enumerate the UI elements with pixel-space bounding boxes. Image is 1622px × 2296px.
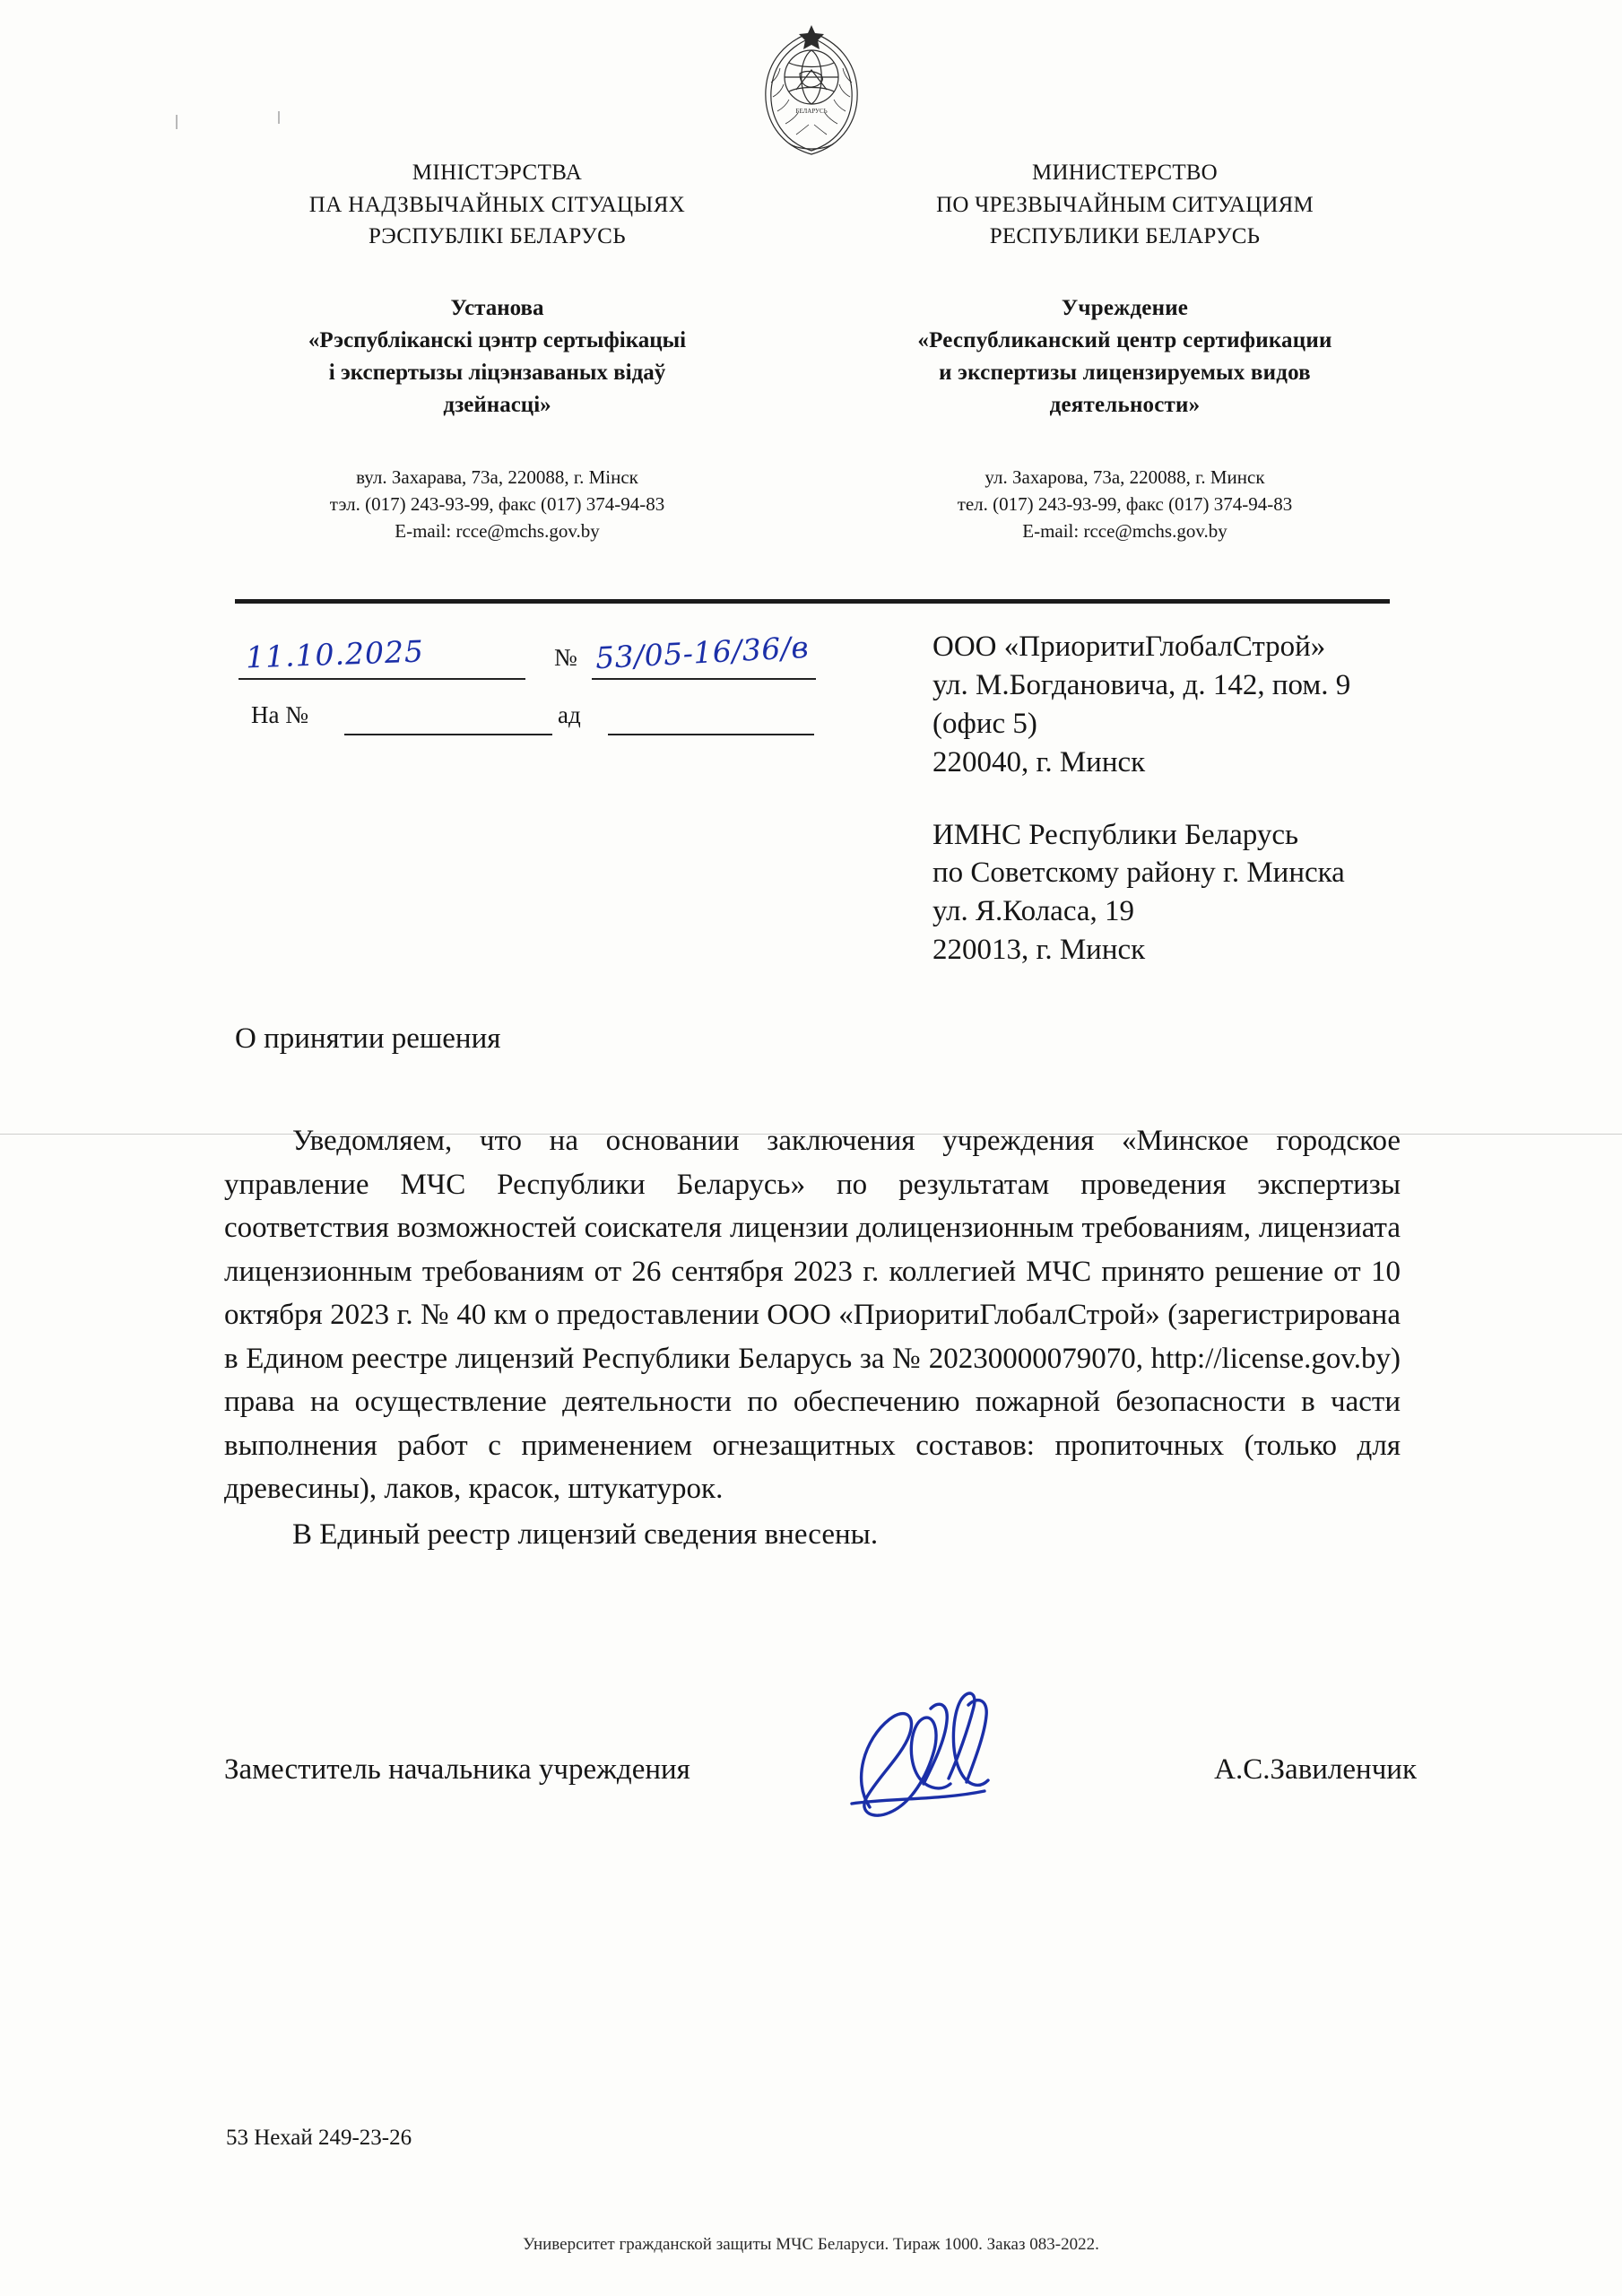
addressee-line: ул. Я.Коласа, 19 <box>932 895 1135 928</box>
contact-line: вул. Захарава, 73а, 220088, г. Мінск <box>356 465 638 488</box>
reference-number-line <box>592 678 816 680</box>
contact-email: E-mail: rcce@mchs.gov.by <box>395 520 600 543</box>
letterhead-belarusian <box>211 157 785 545</box>
printer-imprint: Университет гражданской защиты МЧС Беларуси. Тираж 1000. Заказ 083-2022. <box>523 2235 1099 2254</box>
body-paragraph: В Единый реестр лицензий сведения внесены. <box>292 1518 879 1551</box>
contact-line: ул. Захарова, 73а, 220088, г. Минск <box>984 465 1265 488</box>
from-label: ад <box>558 701 581 728</box>
addressee-line: по Советскому району г. Минска <box>932 857 1345 890</box>
letterhead-russian <box>838 157 1412 545</box>
org-line: дзейнасці» <box>443 393 551 418</box>
document-subject: О принятии решения <box>235 1022 501 1055</box>
document-body <box>224 1119 1401 1556</box>
addressee-line: 220040, г. Минск <box>932 745 1146 778</box>
signatory-title: Заместитель начальника учреждения <box>224 1753 690 1786</box>
body-paragraph: Уведомляем, что на основании заключения учреждения «Минское городское управление МЧС Республики Беларусь» по результатам проведения экспертизы соответствия возможностей соискателя лицензии долицензионным требованиям, лицензиата лицензионным требованиям от 26 сентября 2023 г. коллегией МЧС принято решение от 10 октября 2023 г. № 40 км о предоставлении ООО «ПриоритиГлобалСтрой» (зарегистрирована в Едином реестре лицензий Республики Беларусь за № 20230000079070, http://license.gov.by) права на осуществление деятельности по обеспечению пожарной безопасности в части выполнения работ с применением огнезащитных составов: пропиточных (только для древесины), лаков, красок, штукатурок. <box>224 1125 1401 1505</box>
contact-email: E-mail: rcce@mchs.gov.by <box>1022 520 1227 543</box>
addressee-block <box>932 628 1578 970</box>
addressee-line: ул. М.Богдановича, д. 142, пом. 9 <box>932 668 1351 701</box>
executor-note: 53 Нехай 249-23-26 <box>226 2126 412 2150</box>
letterhead <box>0 157 1622 545</box>
ministry-name-be <box>211 157 785 253</box>
reference-number-handwritten: 53/05-16/36/в <box>594 629 811 676</box>
org-line: і экспертызы ліцэнзаваных відаў <box>328 361 666 385</box>
contacts-be <box>211 464 785 545</box>
ministry-line: ПА НАДЗВЫЧАЙНЫХ СІТУАЦЫЯХ <box>308 192 686 217</box>
organization-name-be <box>211 292 785 422</box>
org-line: «Рэспубліканскі цэнтр сертыфікацыі <box>308 327 687 352</box>
ministry-line: РЭСПУБЛІКІ БЕЛАРУСЬ <box>368 224 627 248</box>
org-line: и экспертизы лицензируемых видов <box>939 361 1311 385</box>
addressee-tax-office <box>932 816 1578 970</box>
contact-line: тел. (017) 243-93-99, факс (017) 374-94-83 <box>957 492 1293 515</box>
org-line: «Республиканский центр сертификации <box>917 327 1332 352</box>
ministry-line: ПО ЧРЕЗВЫЧАЙНЫМ СИТУАЦИЯМ <box>936 192 1314 217</box>
ministry-line: МИНИСТЕРСТВО <box>1032 161 1218 185</box>
org-line: деятельности» <box>1049 393 1201 418</box>
addressee-company <box>932 628 1578 782</box>
ministry-line: РЕСПУБЛИКИ БЕЛАРУСЬ <box>989 224 1261 248</box>
addressee-line: ООО «ПриоритиГлобалСтрой» <box>932 631 1326 663</box>
contact-line: тэл. (017) 243-93-99, факс (017) 374-94-83 <box>329 492 665 515</box>
addressee-line: ИМНС Республики Беларусь <box>932 818 1299 851</box>
svg-text:БЕЛАРУСЬ: БЕЛАРУСЬ <box>795 108 828 115</box>
reference-date-line <box>239 678 525 680</box>
from-line <box>608 734 814 735</box>
addressee-line: (офис 5) <box>932 707 1037 740</box>
reference-number-label: № <box>554 644 577 671</box>
signatory-name: А.С.Завиленчик <box>1214 1753 1417 1786</box>
header-divider <box>235 599 1390 604</box>
reply-to-label: На № <box>251 701 308 728</box>
handwritten-signature-icon <box>834 1673 1067 1834</box>
ministry-line: МІНІСТЭРСТВА <box>412 161 583 185</box>
reply-to-line <box>344 734 552 735</box>
org-line: Учреждение <box>1061 295 1189 320</box>
reference-block <box>239 629 902 753</box>
ministry-name-ru <box>838 157 1412 253</box>
reference-date-handwritten: 11.10.2025 <box>245 633 425 675</box>
addressee-line: 220013, г. Минск <box>932 934 1146 967</box>
scan-artifact <box>176 115 178 129</box>
org-line: Установа <box>450 295 544 320</box>
scan-artifact <box>278 111 280 124</box>
contacts-ru <box>838 464 1412 545</box>
coat-of-arms-icon <box>753 20 870 159</box>
organization-name-ru <box>838 292 1412 422</box>
